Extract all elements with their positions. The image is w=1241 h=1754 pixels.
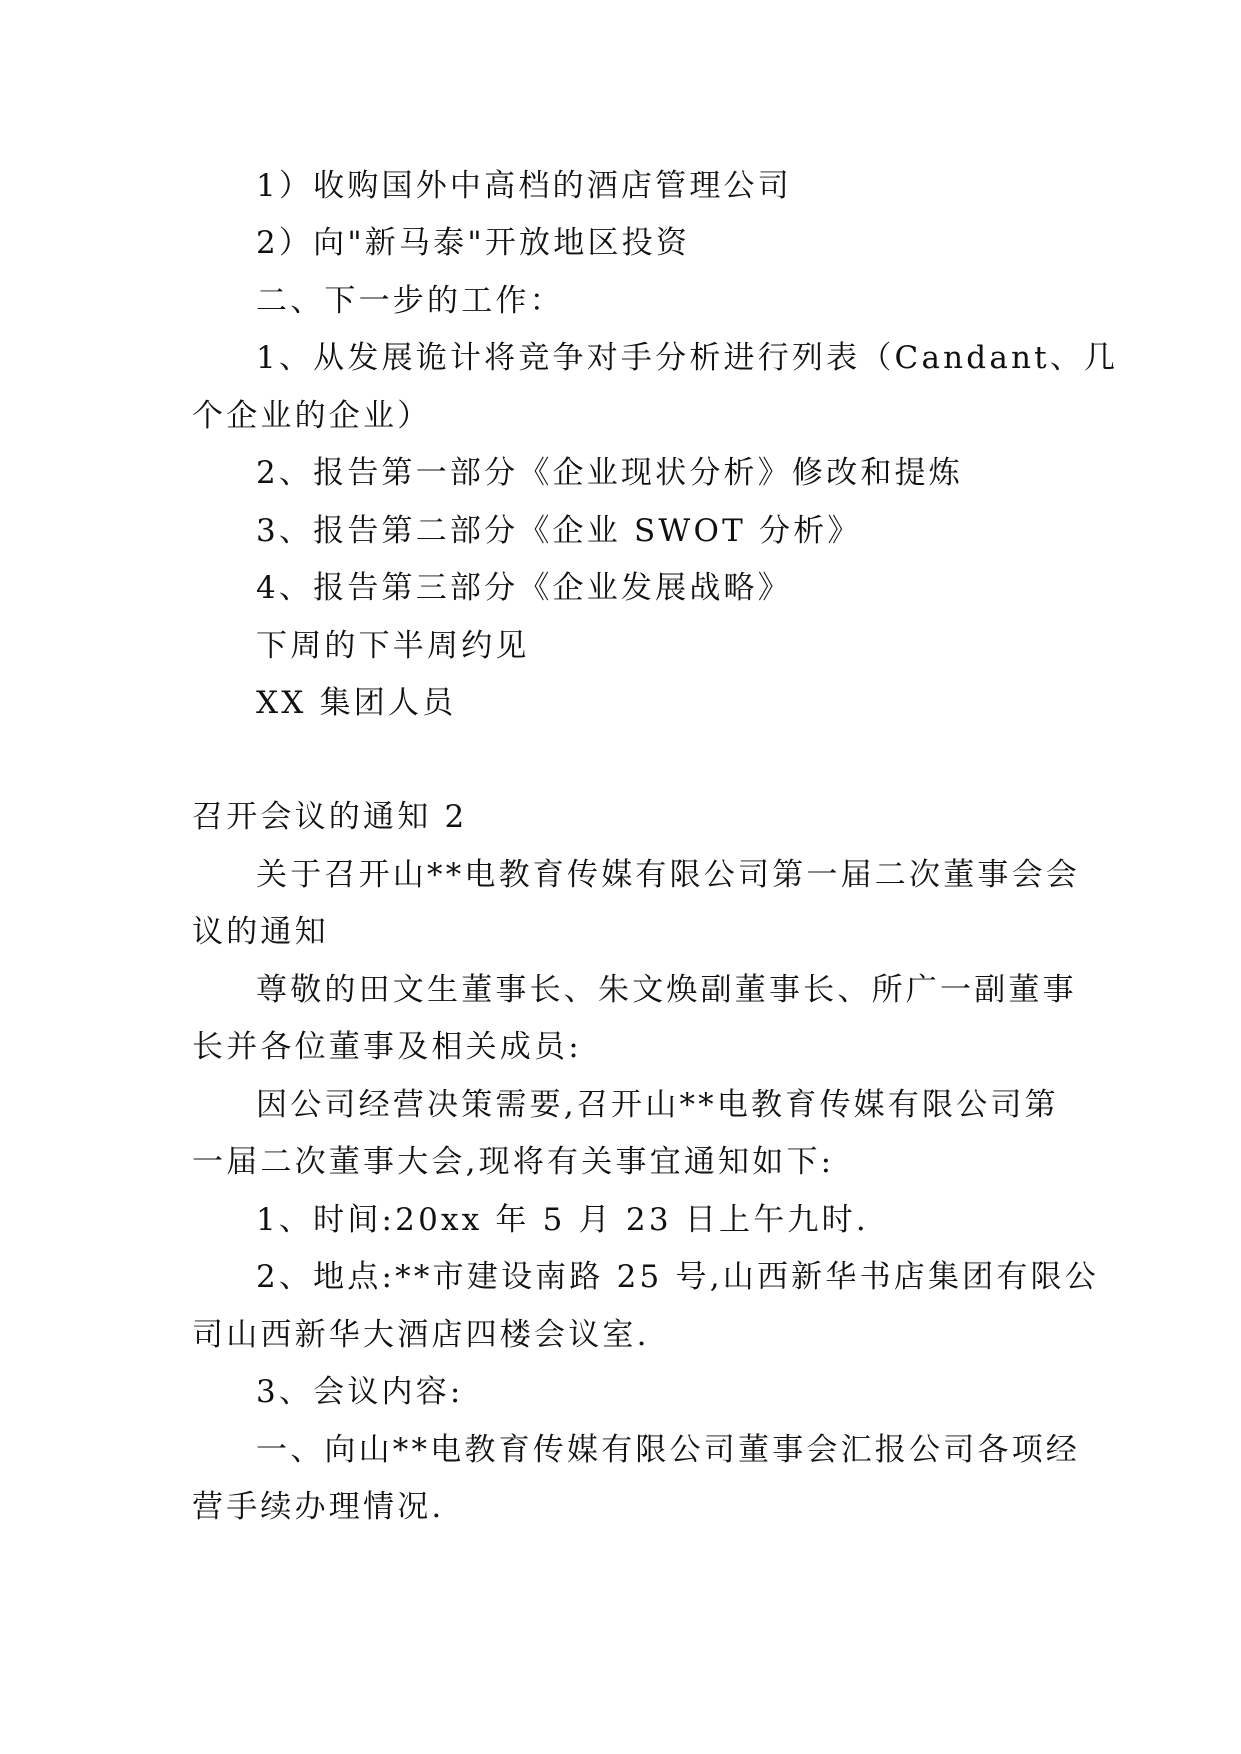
salutation-line-1: 尊敬的田文生董事长、朱文焕副董事长、所广一副董事 <box>256 972 1077 1008</box>
task-1-line-1: 1、从发展诡计将竞争对手分析进行列表（Candant、几 <box>256 340 1119 376</box>
task-1-line-2: 个企业的企业） <box>192 398 432 434</box>
meeting-time: 1、时间:20xx 年 5 月 23 日上午九时. <box>256 1202 869 1238</box>
subject-line-1: 关于召开山**电教育传媒有限公司第一届二次董事会会 <box>256 857 1080 893</box>
item-invest-region: 2）向"新马泰"开放地区投资 <box>256 225 691 261</box>
task-4: 4、报告第三部分《企业发展战略》 <box>256 570 792 606</box>
section-title: 召开会议的通知 2 <box>192 799 468 835</box>
intro-line-2: 一届二次董事大会,现将有关事宜通知如下: <box>192 1144 835 1180</box>
intro-line-1: 因公司经营决策需要,召开山**电教育传媒有限公司第 <box>256 1087 1059 1123</box>
item-acquire-hotels: 1）收购国外中高档的酒店管理公司 <box>256 168 792 204</box>
content-item-1-line-2: 营手续办理情况. <box>192 1489 445 1525</box>
task-3: 3、报告第二部分《企业 SWOT 分析》 <box>256 513 862 549</box>
salutation-line-2: 长并各位董事及相关成员: <box>192 1029 582 1065</box>
closing-note: 下周的下半周约见 <box>256 628 530 664</box>
next-steps-heading: 二、下一步的工作： <box>256 283 564 319</box>
task-2: 2、报告第一部分《企业现状分析》修改和提炼 <box>256 455 963 491</box>
meeting-content-heading: 3、会议内容: <box>256 1374 464 1410</box>
signature: XX 集团人员 <box>256 685 457 721</box>
subject-line-2: 议的通知 <box>192 914 329 950</box>
meeting-place-line-2: 司山西新华大酒店四楼会议室. <box>192 1317 650 1353</box>
content-item-1-line-1: 一、向山**电教育传媒有限公司董事会汇报公司各项经 <box>256 1432 1080 1468</box>
meeting-place-line-1: 2、地点:**市建设南路 25 号,山西新华书店集团有限公 <box>256 1259 1099 1295</box>
